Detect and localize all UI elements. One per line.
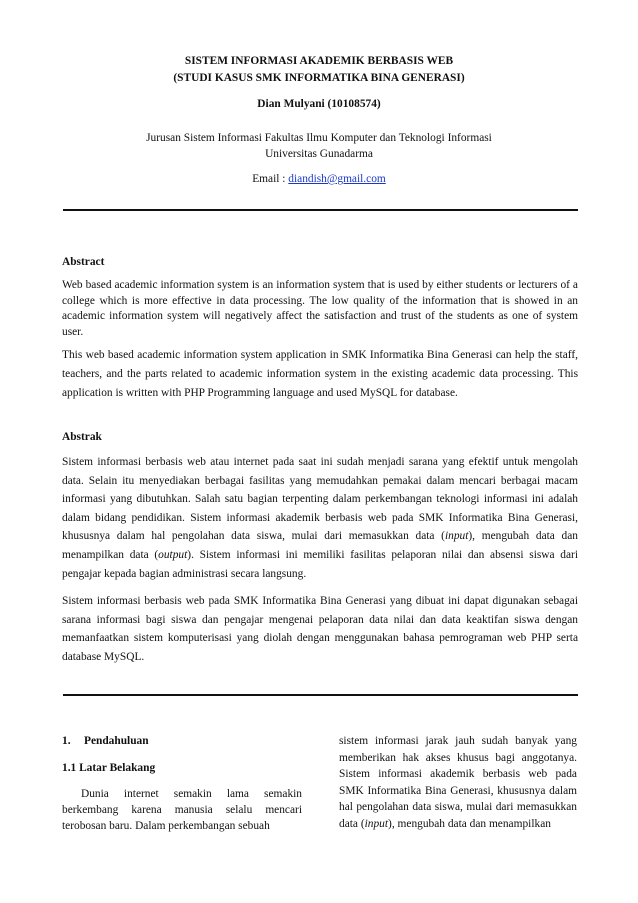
abstract-paragraph-2: This web based academic information system application in SMK Informatika Bina Generasi can help the staff, teachers, and the parts related to academic information system in the existing academic data processing. This application is written with PHP Programming language and used MySQL for database.	[62, 349, 578, 399]
section-1-title: Pendahuluan	[84, 735, 149, 747]
abstract-paragraph-1: Web based academic information system is an information system that is used by either students or lecturers of a college which is more effective in data processing. The low quality of the information that is showed in an academic information system will negatively affect the satisfaction and trust of the students as one of system user.	[62, 279, 578, 338]
paper-title-line1: SISTEM INFORMASI AKADEMIK BERBASIS WEB	[184, 55, 454, 67]
subsection-1-1-heading: 1.1 Latar Belakang	[62, 762, 156, 774]
abstrak-paragraph-1	[62, 453, 578, 583]
abstrak-p1-output: output	[158, 548, 188, 561]
right-text-b: ), mengubah data dan menampilkan	[388, 817, 551, 830]
right-input: input	[364, 817, 389, 830]
affiliation-line2: Universitas Gunadarma	[265, 148, 373, 160]
right-text-a: sistem informasi jarak jauh sudah banyak yang memberikan hak akses khusus bagi anggotanya. Sistem informasi akademik berbasis web pada SMK Informatika Bina Generasi, khususnya dalam hal pengolahan data siswa, mulai dari memasukkan data (	[339, 735, 577, 830]
email-line	[0, 171, 638, 187]
right-column-paragraph	[339, 733, 577, 833]
left-column	[62, 733, 302, 835]
abstract-heading: Abstract	[62, 256, 105, 268]
abstrak-heading: Abstrak	[62, 431, 102, 443]
right-column	[339, 733, 577, 833]
affiliation-line1: Jurusan Sistem Informasi Fakultas Ilmu Komputer dan Teknologi Informasi	[146, 132, 492, 144]
section-1-heading	[62, 733, 302, 749]
email-link[interactable]: diandish@gmail.com	[288, 173, 386, 185]
top-divider	[63, 209, 578, 211]
abstract-section	[62, 254, 578, 402]
email-label: Email :	[252, 173, 289, 185]
abstrak-p1-input: input	[444, 530, 469, 543]
abstrak-p1-text-a: Sistem informasi berbasis web atau internet pada saat ini sudah menjadi sarana yang efektif untuk mengolah data. Selain itu menyediakan berbagai fasilitas yang memudahkan pemakai dalam mencari berbagai macam informasi yang dibutuhkan. Salah satu bagian terpenting dalam perkembangan teknologi informasi ini adalah dalam bidang pendidikan. Sistem informasi akademik berbasis web pada SMK Informatika Bina Generasi, khususnya dalam hal pengolahan data siswa, mulai dari memasukkan data (	[62, 456, 578, 543]
abstrak-section	[62, 429, 578, 667]
abstrak-p1-text-c: ). Sistem informasi ini memiliki fasilitas pelaporan nilai dan absensi siswa dari pengajar kepada bagian administrasi secara langsung.	[62, 548, 578, 580]
affiliation	[0, 130, 638, 162]
author-name: Dian Mulyani (10108574)	[257, 98, 381, 110]
bottom-divider	[63, 694, 578, 696]
paper-title-line2: (STUDI KASUS SMK INFORMATIKA BINA GENERASI)	[173, 72, 465, 84]
left-column-paragraph: Dunia internet semakin lama semakin berkembang karena manusia selalu mencari terobosan baru. Dalam perkembangan sebuah	[62, 788, 302, 833]
abstrak-paragraph-2: Sistem informasi berbasis web pada SMK Informatika Bina Generasi yang dibuat ini dapat digunakan sebagai sarana informasi bagi siswa dan pengajar mengenai pelaporan data nilai dan data keaktifan siswa dengan memanfaatkan sistem komputerisasi yang diolah dengan menggunakan bahasa pemrograman web PHP serta database MySQL.	[62, 595, 578, 663]
abstrak-p1-text-b: ), mengubah data dan menampilkan data (	[62, 530, 578, 561]
section-1-number: 1.	[62, 735, 71, 747]
